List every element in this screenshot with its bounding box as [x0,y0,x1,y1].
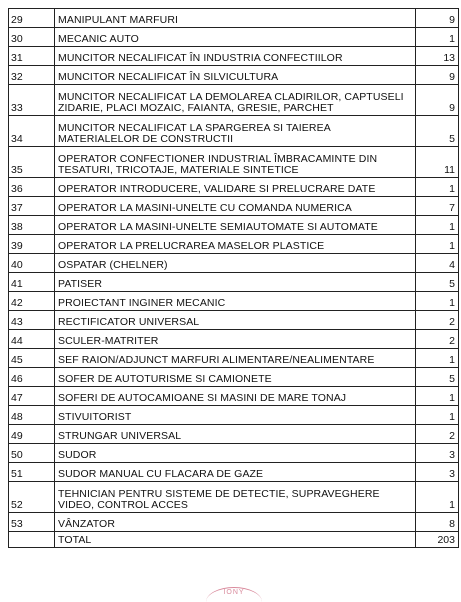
table-row [9,406,459,425]
vacancy-count-cell: 1 [416,235,459,254]
total-nr-cell [9,532,55,548]
occupation-cell: SCULER-MATRITER [55,330,416,349]
total-label: TOTAL [55,532,416,548]
row-number-cell: 34 [9,116,55,147]
occupation-cell: TEHNICIAN PENTRU SISTEME DE DETECTIE, SUPRAVEGHERE VIDEO, CONTROL ACCES [55,482,416,513]
table-row [9,216,459,235]
row-number-cell: 50 [9,444,55,463]
table-row [9,311,459,330]
vacancy-count-cell: 5 [416,273,459,292]
row-number-cell: 53 [9,513,55,532]
table-row [9,349,459,368]
occupation-cell: OPERATOR LA MASINI-UNELTE SEMIAUTOMATE SI AUTOMATE [55,216,416,235]
table-row [9,9,459,28]
occupation-cell: MUNCITOR NECALIFICAT ÎN INDUSTRIA CONFECTIILOR [55,47,416,66]
table-row [9,28,459,47]
row-number-cell: 31 [9,47,55,66]
occupation-cell: OPERATOR LA PRELUCRAREA MASELOR PLASTICE [55,235,416,254]
table-row [9,387,459,406]
table-row [9,254,459,273]
occupation-cell: SUDOR MANUAL CU FLACARA DE GAZE [55,463,416,482]
table-row [9,116,459,147]
table-row [9,47,459,66]
vacancy-count-cell: 5 [416,116,459,147]
vacancy-count-cell: 2 [416,425,459,444]
row-number-cell: 49 [9,425,55,444]
row-number-cell: 45 [9,349,55,368]
table-body [9,9,459,532]
table-row [9,463,459,482]
occupation-cell: OPERATOR INTRODUCERE, VALIDARE SI PRELUCRARE DATE [55,178,416,197]
table-row [9,425,459,444]
vacancy-count-cell: 1 [416,178,459,197]
row-number-cell: 39 [9,235,55,254]
vacancy-count-cell: 1 [416,292,459,311]
occupation-cell: MUNCITOR NECALIFICAT LA SPARGEREA SI TAIEREA MATERIALELOR DE CONSTRUCTII [55,116,416,147]
occupation-cell: SOFERI DE AUTOCAMIOANE SI MASINI DE MARE TONAJ [55,387,416,406]
row-number-cell: 33 [9,85,55,116]
vacancy-count-cell: 1 [416,349,459,368]
table-row [9,444,459,463]
row-number-cell: 32 [9,66,55,85]
row-number-cell: 47 [9,387,55,406]
occupation-cell: OPERATOR LA MASINI-UNELTE CU COMANDA NUMERICA [55,197,416,216]
table-row [9,292,459,311]
table-row [9,197,459,216]
vacancy-count-cell: 1 [416,482,459,513]
vacancy-count-cell: 1 [416,406,459,425]
occupation-cell: SOFER DE AUTOTURISME SI CAMIONETE [55,368,416,387]
row-number-cell: 40 [9,254,55,273]
row-number-cell: 43 [9,311,55,330]
row-number-cell: 35 [9,147,55,178]
table-row [9,368,459,387]
table-row [9,147,459,178]
stamp-seal [206,587,262,602]
occupation-cell: MECANIC AUTO [55,28,416,47]
document-page [8,8,458,586]
occupation-cell: RECTIFICATOR UNIVERSAL [55,311,416,330]
vacancy-count-cell: 8 [416,513,459,532]
occupation-cell: PATISER [55,273,416,292]
occupation-cell: STIVUITORIST [55,406,416,425]
row-number-cell: 52 [9,482,55,513]
table-row [9,178,459,197]
occupation-cell: SEF RAION/ADJUNCT MARFURI ALIMENTARE/NEALIMENTARE [55,349,416,368]
vacancy-count-cell: 9 [416,66,459,85]
occupation-cell: OPERATOR CONFECTIONER INDUSTRIAL ÎMBRACAMINTE DIN TESATURI, TRICOTAJE, MATERIALE SINTETICE [55,147,416,178]
occupation-cell: MUNCITOR NECALIFICAT ÎN SILVICULTURA [55,66,416,85]
vacancy-count-cell: 4 [416,254,459,273]
occupation-cell: SUDOR [55,444,416,463]
row-number-cell: 42 [9,292,55,311]
total-row [9,532,459,548]
occupation-cell: MUNCITOR NECALIFICAT LA DEMOLAREA CLADIRILOR, CAPTUSELI ZIDARIE, PLACI MOZAIC, FAIANTA, GRESIE, PARCHET [55,85,416,116]
vacancy-count-cell: 2 [416,311,459,330]
stamp-text: IONY [223,589,245,596]
occupation-cell: STRUNGAR UNIVERSAL [55,425,416,444]
total-count: 203 [416,532,459,548]
table-row [9,85,459,116]
vacancy-count-cell: 11 [416,147,459,178]
occupation-cell: OSPATAR (CHELNER) [55,254,416,273]
vacancy-count-cell: 1 [416,216,459,235]
row-number-cell: 30 [9,28,55,47]
vacancy-count-cell: 1 [416,387,459,406]
occupation-cell: MANIPULANT MARFURI [55,9,416,28]
row-number-cell: 41 [9,273,55,292]
occupation-cell: VÂNZATOR [55,513,416,532]
row-number-cell: 38 [9,216,55,235]
vacancy-count-cell: 13 [416,47,459,66]
row-number-cell: 51 [9,463,55,482]
occupation-cell: PROIECTANT INGINER MECANIC [55,292,416,311]
table-row [9,235,459,254]
row-number-cell: 37 [9,197,55,216]
table-row [9,66,459,85]
table-row [9,482,459,513]
table-row [9,330,459,349]
row-number-cell: 48 [9,406,55,425]
vacancy-count-cell: 3 [416,463,459,482]
row-number-cell: 46 [9,368,55,387]
vacancy-count-cell: 5 [416,368,459,387]
vacancy-count-cell: 9 [416,9,459,28]
vacancy-count-cell: 1 [416,28,459,47]
vacancy-count-cell: 3 [416,444,459,463]
row-number-cell: 44 [9,330,55,349]
table-row [9,273,459,292]
row-number-cell: 29 [9,9,55,28]
vacancy-count-cell: 9 [416,85,459,116]
row-number-cell: 36 [9,178,55,197]
vacancies-table [8,8,459,548]
table-row [9,513,459,532]
vacancy-count-cell: 7 [416,197,459,216]
vacancy-count-cell: 2 [416,330,459,349]
